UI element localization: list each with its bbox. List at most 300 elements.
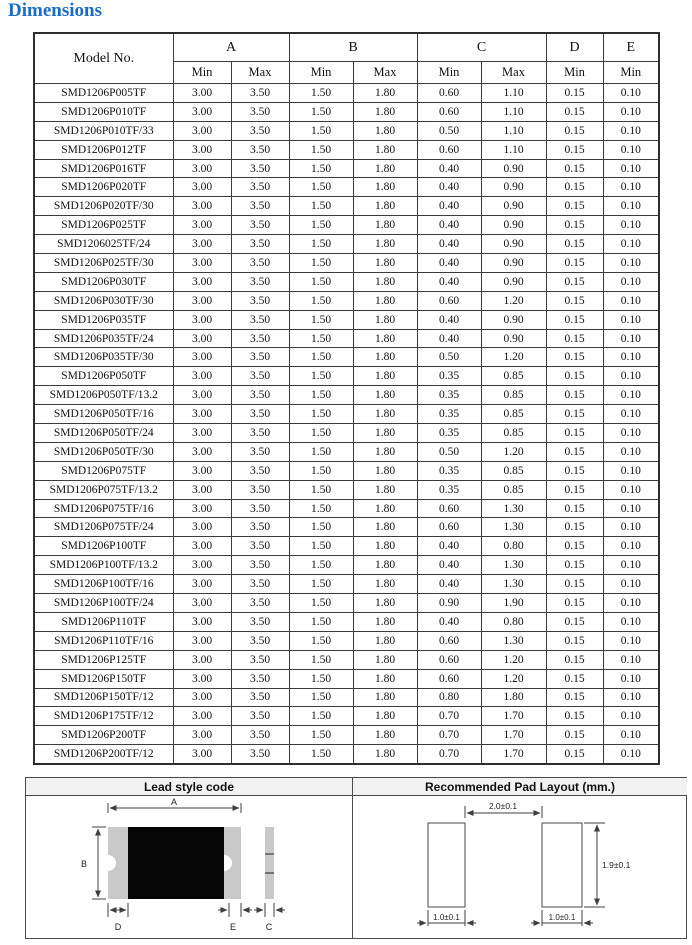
- value-cell: 0.40: [417, 575, 481, 594]
- value-cell: 0.90: [481, 310, 546, 329]
- model-cell: SMD1206P010TF: [34, 102, 173, 121]
- value-cell: 3.00: [173, 84, 231, 103]
- lead-style-drawing: [26, 796, 352, 933]
- value-cell: 1.80: [353, 159, 417, 178]
- value-cell: 1.70: [481, 745, 546, 764]
- value-cell: 3.50: [231, 367, 289, 386]
- subheader-b-max: Max: [353, 62, 417, 84]
- value-cell: 1.80: [353, 197, 417, 216]
- value-cell: 1.50: [289, 197, 353, 216]
- value-cell: 3.00: [173, 310, 231, 329]
- model-cell: SMD1206P025TF: [34, 216, 173, 235]
- pad-layout-panel: [353, 778, 687, 938]
- value-cell: 1.50: [289, 424, 353, 443]
- value-cell: 0.10: [603, 518, 659, 537]
- value-cell: 0.85: [481, 405, 546, 424]
- value-cell: 1.10: [481, 140, 546, 159]
- value-cell: 3.00: [173, 348, 231, 367]
- value-cell: 3.50: [231, 329, 289, 348]
- model-cell: SMD1206P050TF/24: [34, 424, 173, 443]
- value-cell: 3.00: [173, 480, 231, 499]
- value-cell: 1.20: [481, 348, 546, 367]
- value-cell: 0.10: [603, 348, 659, 367]
- value-cell: 0.10: [603, 272, 659, 291]
- model-cell: SMD1206P005TF: [34, 84, 173, 103]
- table-row: [34, 386, 659, 405]
- lead-style-diagram: [26, 796, 352, 938]
- model-cell: SMD1206P050TF/16: [34, 405, 173, 424]
- value-cell: 1.20: [481, 650, 546, 669]
- table-row: [34, 405, 659, 424]
- value-cell: 3.50: [231, 348, 289, 367]
- value-cell: 0.15: [546, 121, 603, 140]
- value-cell: 0.10: [603, 159, 659, 178]
- table-row: [34, 556, 659, 575]
- value-cell: 0.40: [417, 537, 481, 556]
- value-cell: 1.50: [289, 707, 353, 726]
- value-cell: 0.10: [603, 178, 659, 197]
- value-cell: 0.35: [417, 480, 481, 499]
- value-cell: 0.90: [481, 254, 546, 273]
- value-cell: 0.10: [603, 254, 659, 273]
- value-cell: 0.10: [603, 707, 659, 726]
- value-cell: 3.00: [173, 612, 231, 631]
- dim-label-c: C: [265, 922, 273, 932]
- value-cell: 3.50: [231, 159, 289, 178]
- value-cell: 0.10: [603, 291, 659, 310]
- value-cell: 0.15: [546, 197, 603, 216]
- table-row: [34, 745, 659, 764]
- model-cell: SMD1206P075TF: [34, 461, 173, 480]
- value-cell: 3.50: [231, 178, 289, 197]
- value-cell: 0.50: [417, 348, 481, 367]
- subheader-d-min: Min: [546, 62, 603, 84]
- value-cell: 3.50: [231, 499, 289, 518]
- value-cell: 1.80: [353, 348, 417, 367]
- value-cell: 3.50: [231, 461, 289, 480]
- value-cell: 3.00: [173, 499, 231, 518]
- table-row: [34, 612, 659, 631]
- value-cell: 1.90: [481, 594, 546, 613]
- col-header-c: C: [417, 33, 546, 62]
- table-row: [34, 726, 659, 745]
- value-cell: 1.80: [353, 386, 417, 405]
- value-cell: 1.50: [289, 367, 353, 386]
- table-row: [34, 272, 659, 291]
- model-cell: SMD1206P150TF: [34, 669, 173, 688]
- value-cell: 0.10: [603, 650, 659, 669]
- value-cell: 3.00: [173, 745, 231, 764]
- table-row: [34, 329, 659, 348]
- value-cell: 0.40: [417, 329, 481, 348]
- value-cell: 0.15: [546, 386, 603, 405]
- model-cell: SMD1206P050TF/13.2: [34, 386, 173, 405]
- value-cell: 1.50: [289, 405, 353, 424]
- value-cell: 3.00: [173, 329, 231, 348]
- value-cell: 1.80: [353, 272, 417, 291]
- layout-right-pad: [542, 823, 582, 907]
- value-cell: 1.80: [353, 726, 417, 745]
- value-cell: 0.35: [417, 424, 481, 443]
- value-cell: 1.50: [289, 254, 353, 273]
- model-cell: SMD1206P100TF/16: [34, 575, 173, 594]
- value-cell: 0.10: [603, 405, 659, 424]
- value-cell: 3.00: [173, 386, 231, 405]
- value-cell: 0.10: [603, 121, 659, 140]
- value-cell: 0.15: [546, 140, 603, 159]
- value-cell: 0.90: [481, 197, 546, 216]
- value-cell: 3.00: [173, 102, 231, 121]
- table-row: [34, 442, 659, 461]
- value-cell: 1.30: [481, 631, 546, 650]
- value-cell: 1.70: [481, 726, 546, 745]
- value-cell: 1.80: [353, 121, 417, 140]
- value-cell: 0.60: [417, 669, 481, 688]
- value-cell: 1.80: [481, 688, 546, 707]
- model-cell: SMD1206P150TF/12: [34, 688, 173, 707]
- dimensions-table-body: [34, 84, 659, 765]
- value-cell: 1.80: [353, 499, 417, 518]
- value-cell: 0.40: [417, 197, 481, 216]
- value-cell: 3.50: [231, 650, 289, 669]
- model-cell: SMD1206P110TF/16: [34, 631, 173, 650]
- value-cell: 1.80: [353, 291, 417, 310]
- value-cell: 0.35: [417, 405, 481, 424]
- value-cell: 1.50: [289, 726, 353, 745]
- col-header-e: E: [603, 33, 659, 62]
- value-cell: 1.80: [353, 575, 417, 594]
- value-cell: 0.10: [603, 537, 659, 556]
- value-cell: 0.15: [546, 537, 603, 556]
- value-cell: 1.50: [289, 518, 353, 537]
- value-cell: 0.40: [417, 556, 481, 575]
- value-cell: 1.10: [481, 121, 546, 140]
- table-row: [34, 480, 659, 499]
- value-cell: 3.00: [173, 442, 231, 461]
- value-cell: 0.35: [417, 461, 481, 480]
- value-cell: 0.10: [603, 745, 659, 764]
- value-cell: 0.15: [546, 272, 603, 291]
- dim-label-d: D: [114, 922, 122, 932]
- model-cell: SMD1206P020TF: [34, 178, 173, 197]
- value-cell: 0.90: [481, 159, 546, 178]
- table-row: [34, 348, 659, 367]
- value-cell: 1.50: [289, 537, 353, 556]
- table-row: [34, 159, 659, 178]
- value-cell: 1.80: [353, 669, 417, 688]
- value-cell: 3.50: [231, 442, 289, 461]
- value-cell: 1.50: [289, 556, 353, 575]
- value-cell: 3.00: [173, 726, 231, 745]
- value-cell: 3.50: [231, 745, 289, 764]
- value-cell: 0.10: [603, 310, 659, 329]
- value-cell: 3.50: [231, 140, 289, 159]
- value-cell: 0.10: [603, 594, 659, 613]
- value-cell: 1.80: [353, 745, 417, 764]
- value-cell: 0.10: [603, 329, 659, 348]
- value-cell: 3.50: [231, 575, 289, 594]
- value-cell: 1.30: [481, 556, 546, 575]
- value-cell: 0.15: [546, 650, 603, 669]
- table-row: [34, 235, 659, 254]
- value-cell: 3.00: [173, 197, 231, 216]
- table-row: [34, 254, 659, 273]
- model-cell: SMD1206P035TF/24: [34, 329, 173, 348]
- model-cell: SMD1206P050TF: [34, 367, 173, 386]
- value-cell: 0.60: [417, 518, 481, 537]
- table-row: [34, 197, 659, 216]
- rwidth-label: 1.0±0.1: [548, 913, 576, 922]
- value-cell: 0.15: [546, 102, 603, 121]
- value-cell: 1.50: [289, 442, 353, 461]
- value-cell: 0.15: [546, 442, 603, 461]
- value-cell: 0.10: [603, 386, 659, 405]
- value-cell: 0.15: [546, 329, 603, 348]
- value-cell: 0.10: [603, 102, 659, 121]
- value-cell: 0.15: [546, 480, 603, 499]
- model-cell: SMD1206P030TF/30: [34, 291, 173, 310]
- value-cell: 3.00: [173, 537, 231, 556]
- value-cell: 3.50: [231, 216, 289, 235]
- value-cell: 3.50: [231, 102, 289, 121]
- model-cell: SMD1206P025TF/30: [34, 254, 173, 273]
- figure-box: [25, 777, 687, 939]
- value-cell: 0.10: [603, 612, 659, 631]
- value-cell: 1.50: [289, 575, 353, 594]
- value-cell: 3.00: [173, 291, 231, 310]
- value-cell: 0.60: [417, 140, 481, 159]
- value-cell: 3.50: [231, 310, 289, 329]
- value-cell: 1.20: [481, 669, 546, 688]
- value-cell: 1.80: [353, 254, 417, 273]
- value-cell: 0.15: [546, 499, 603, 518]
- value-cell: 1.80: [353, 442, 417, 461]
- value-cell: 3.00: [173, 556, 231, 575]
- value-cell: 3.50: [231, 235, 289, 254]
- value-cell: 3.50: [231, 612, 289, 631]
- value-cell: 0.10: [603, 499, 659, 518]
- value-cell: 3.00: [173, 159, 231, 178]
- model-cell: SMD1206P100TF/24: [34, 594, 173, 613]
- value-cell: 3.50: [231, 726, 289, 745]
- model-cell: SMD1206P125TF: [34, 650, 173, 669]
- table-row: [34, 669, 659, 688]
- value-cell: 0.40: [417, 178, 481, 197]
- value-cell: 0.60: [417, 650, 481, 669]
- model-cell: SMD1206P035TF/30: [34, 348, 173, 367]
- value-cell: 3.50: [231, 84, 289, 103]
- table-row: [34, 424, 659, 443]
- value-cell: 3.00: [173, 688, 231, 707]
- value-cell: 0.40: [417, 310, 481, 329]
- value-cell: 0.70: [417, 745, 481, 764]
- value-cell: 3.00: [173, 235, 231, 254]
- value-cell: 3.50: [231, 707, 289, 726]
- value-cell: 3.50: [231, 272, 289, 291]
- model-cell: SMD1206P050TF/30: [34, 442, 173, 461]
- value-cell: 0.10: [603, 367, 659, 386]
- table-row: [34, 631, 659, 650]
- value-cell: 1.50: [289, 102, 353, 121]
- value-cell: 0.10: [603, 631, 659, 650]
- value-cell: 1.50: [289, 631, 353, 650]
- value-cell: 0.10: [603, 216, 659, 235]
- value-cell: 1.50: [289, 310, 353, 329]
- value-cell: 1.80: [353, 612, 417, 631]
- value-cell: 1.20: [481, 442, 546, 461]
- model-cell: SMD1206P075TF/16: [34, 499, 173, 518]
- value-cell: 3.00: [173, 650, 231, 669]
- value-cell: 3.50: [231, 386, 289, 405]
- value-cell: 1.80: [353, 424, 417, 443]
- value-cell: 0.10: [603, 575, 659, 594]
- value-cell: 1.10: [481, 102, 546, 121]
- value-cell: 3.00: [173, 254, 231, 273]
- value-cell: 1.80: [353, 102, 417, 121]
- value-cell: 3.00: [173, 405, 231, 424]
- model-cell: SMD1206P012TF: [34, 140, 173, 159]
- table-row: [34, 140, 659, 159]
- table-row: [34, 518, 659, 537]
- side-view-bar: [265, 827, 274, 899]
- value-cell: 0.15: [546, 575, 603, 594]
- value-cell: 0.50: [417, 442, 481, 461]
- value-cell: 1.80: [353, 537, 417, 556]
- value-cell: 0.85: [481, 461, 546, 480]
- dim-label-b: B: [80, 859, 88, 869]
- lead-style-panel: [26, 778, 353, 938]
- value-cell: 1.50: [289, 594, 353, 613]
- subheader-e-min: Min: [603, 62, 659, 84]
- value-cell: 1.50: [289, 140, 353, 159]
- value-cell: 0.85: [481, 367, 546, 386]
- subheader-b-min: Min: [289, 62, 353, 84]
- model-cell: SMD1206P110TF: [34, 612, 173, 631]
- model-cell: SMD1206P075TF/24: [34, 518, 173, 537]
- value-cell: 0.60: [417, 499, 481, 518]
- value-cell: 0.85: [481, 480, 546, 499]
- value-cell: 0.60: [417, 291, 481, 310]
- value-cell: 0.15: [546, 348, 603, 367]
- table-row: [34, 178, 659, 197]
- value-cell: 3.00: [173, 216, 231, 235]
- table-row: [34, 310, 659, 329]
- value-cell: 1.50: [289, 669, 353, 688]
- value-cell: 3.50: [231, 688, 289, 707]
- value-cell: 0.80: [417, 688, 481, 707]
- value-cell: 0.60: [417, 84, 481, 103]
- value-cell: 3.50: [231, 537, 289, 556]
- value-cell: 3.50: [231, 518, 289, 537]
- value-cell: 1.50: [289, 499, 353, 518]
- value-cell: 3.00: [173, 518, 231, 537]
- value-cell: 0.35: [417, 367, 481, 386]
- component-body: [128, 827, 224, 899]
- value-cell: 3.00: [173, 121, 231, 140]
- value-cell: 3.50: [231, 291, 289, 310]
- col-header-a: A: [173, 33, 289, 62]
- value-cell: 1.50: [289, 216, 353, 235]
- table-row: [34, 84, 659, 103]
- value-cell: 0.80: [481, 612, 546, 631]
- value-cell: 0.15: [546, 612, 603, 631]
- value-cell: 1.80: [353, 405, 417, 424]
- value-cell: 1.50: [289, 386, 353, 405]
- value-cell: 1.80: [353, 235, 417, 254]
- value-cell: 1.80: [353, 480, 417, 499]
- value-cell: 0.80: [481, 537, 546, 556]
- value-cell: 0.15: [546, 235, 603, 254]
- value-cell: 0.10: [603, 140, 659, 159]
- value-cell: 0.10: [603, 480, 659, 499]
- table-row: [34, 461, 659, 480]
- value-cell: 3.50: [231, 669, 289, 688]
- value-cell: 0.40: [417, 216, 481, 235]
- value-cell: 0.15: [546, 159, 603, 178]
- table-row: [34, 291, 659, 310]
- pad-layout-diagram: [353, 796, 687, 938]
- col-header-model: Model No.: [34, 33, 173, 84]
- pitch-label: 2.0±0.1: [488, 801, 518, 811]
- value-cell: 1.50: [289, 121, 353, 140]
- value-cell: 0.10: [603, 669, 659, 688]
- table-row: [34, 499, 659, 518]
- model-cell: SMD1206P175TF/12: [34, 707, 173, 726]
- value-cell: 0.10: [603, 424, 659, 443]
- value-cell: 3.50: [231, 594, 289, 613]
- value-cell: 0.40: [417, 612, 481, 631]
- value-cell: 3.00: [173, 367, 231, 386]
- value-cell: 1.80: [353, 310, 417, 329]
- table-row: [34, 594, 659, 613]
- value-cell: 0.15: [546, 688, 603, 707]
- value-cell: 1.30: [481, 499, 546, 518]
- table-row: [34, 688, 659, 707]
- value-cell: 1.50: [289, 291, 353, 310]
- value-cell: 3.00: [173, 424, 231, 443]
- model-cell: SMD1206P035TF: [34, 310, 173, 329]
- model-cell: SMD1206P016TF: [34, 159, 173, 178]
- value-cell: 0.15: [546, 216, 603, 235]
- model-cell: SMD1206P200TF: [34, 726, 173, 745]
- value-cell: 1.80: [353, 140, 417, 159]
- subheader-c-max: Max: [481, 62, 546, 84]
- value-cell: 0.15: [546, 518, 603, 537]
- model-cell: SMD1206P030TF: [34, 272, 173, 291]
- value-cell: 1.50: [289, 612, 353, 631]
- value-cell: 1.50: [289, 84, 353, 103]
- table-row: [34, 650, 659, 669]
- pad-layout-drawing: [353, 796, 687, 933]
- value-cell: 1.20: [481, 291, 546, 310]
- value-cell: 0.90: [481, 235, 546, 254]
- dimensions-table: [33, 32, 660, 765]
- value-cell: 0.15: [546, 178, 603, 197]
- value-cell: 0.15: [546, 405, 603, 424]
- value-cell: 1.80: [353, 178, 417, 197]
- value-cell: 0.70: [417, 707, 481, 726]
- value-cell: 0.15: [546, 84, 603, 103]
- value-cell: 1.30: [481, 575, 546, 594]
- value-cell: 1.50: [289, 272, 353, 291]
- model-cell: SMD1206P100TF/13.2: [34, 556, 173, 575]
- value-cell: 0.10: [603, 726, 659, 745]
- value-cell: 0.90: [481, 216, 546, 235]
- table-row: [34, 216, 659, 235]
- model-cell: SMD1206P100TF: [34, 537, 173, 556]
- value-cell: 0.40: [417, 272, 481, 291]
- model-cell: SMD1206P020TF/30: [34, 197, 173, 216]
